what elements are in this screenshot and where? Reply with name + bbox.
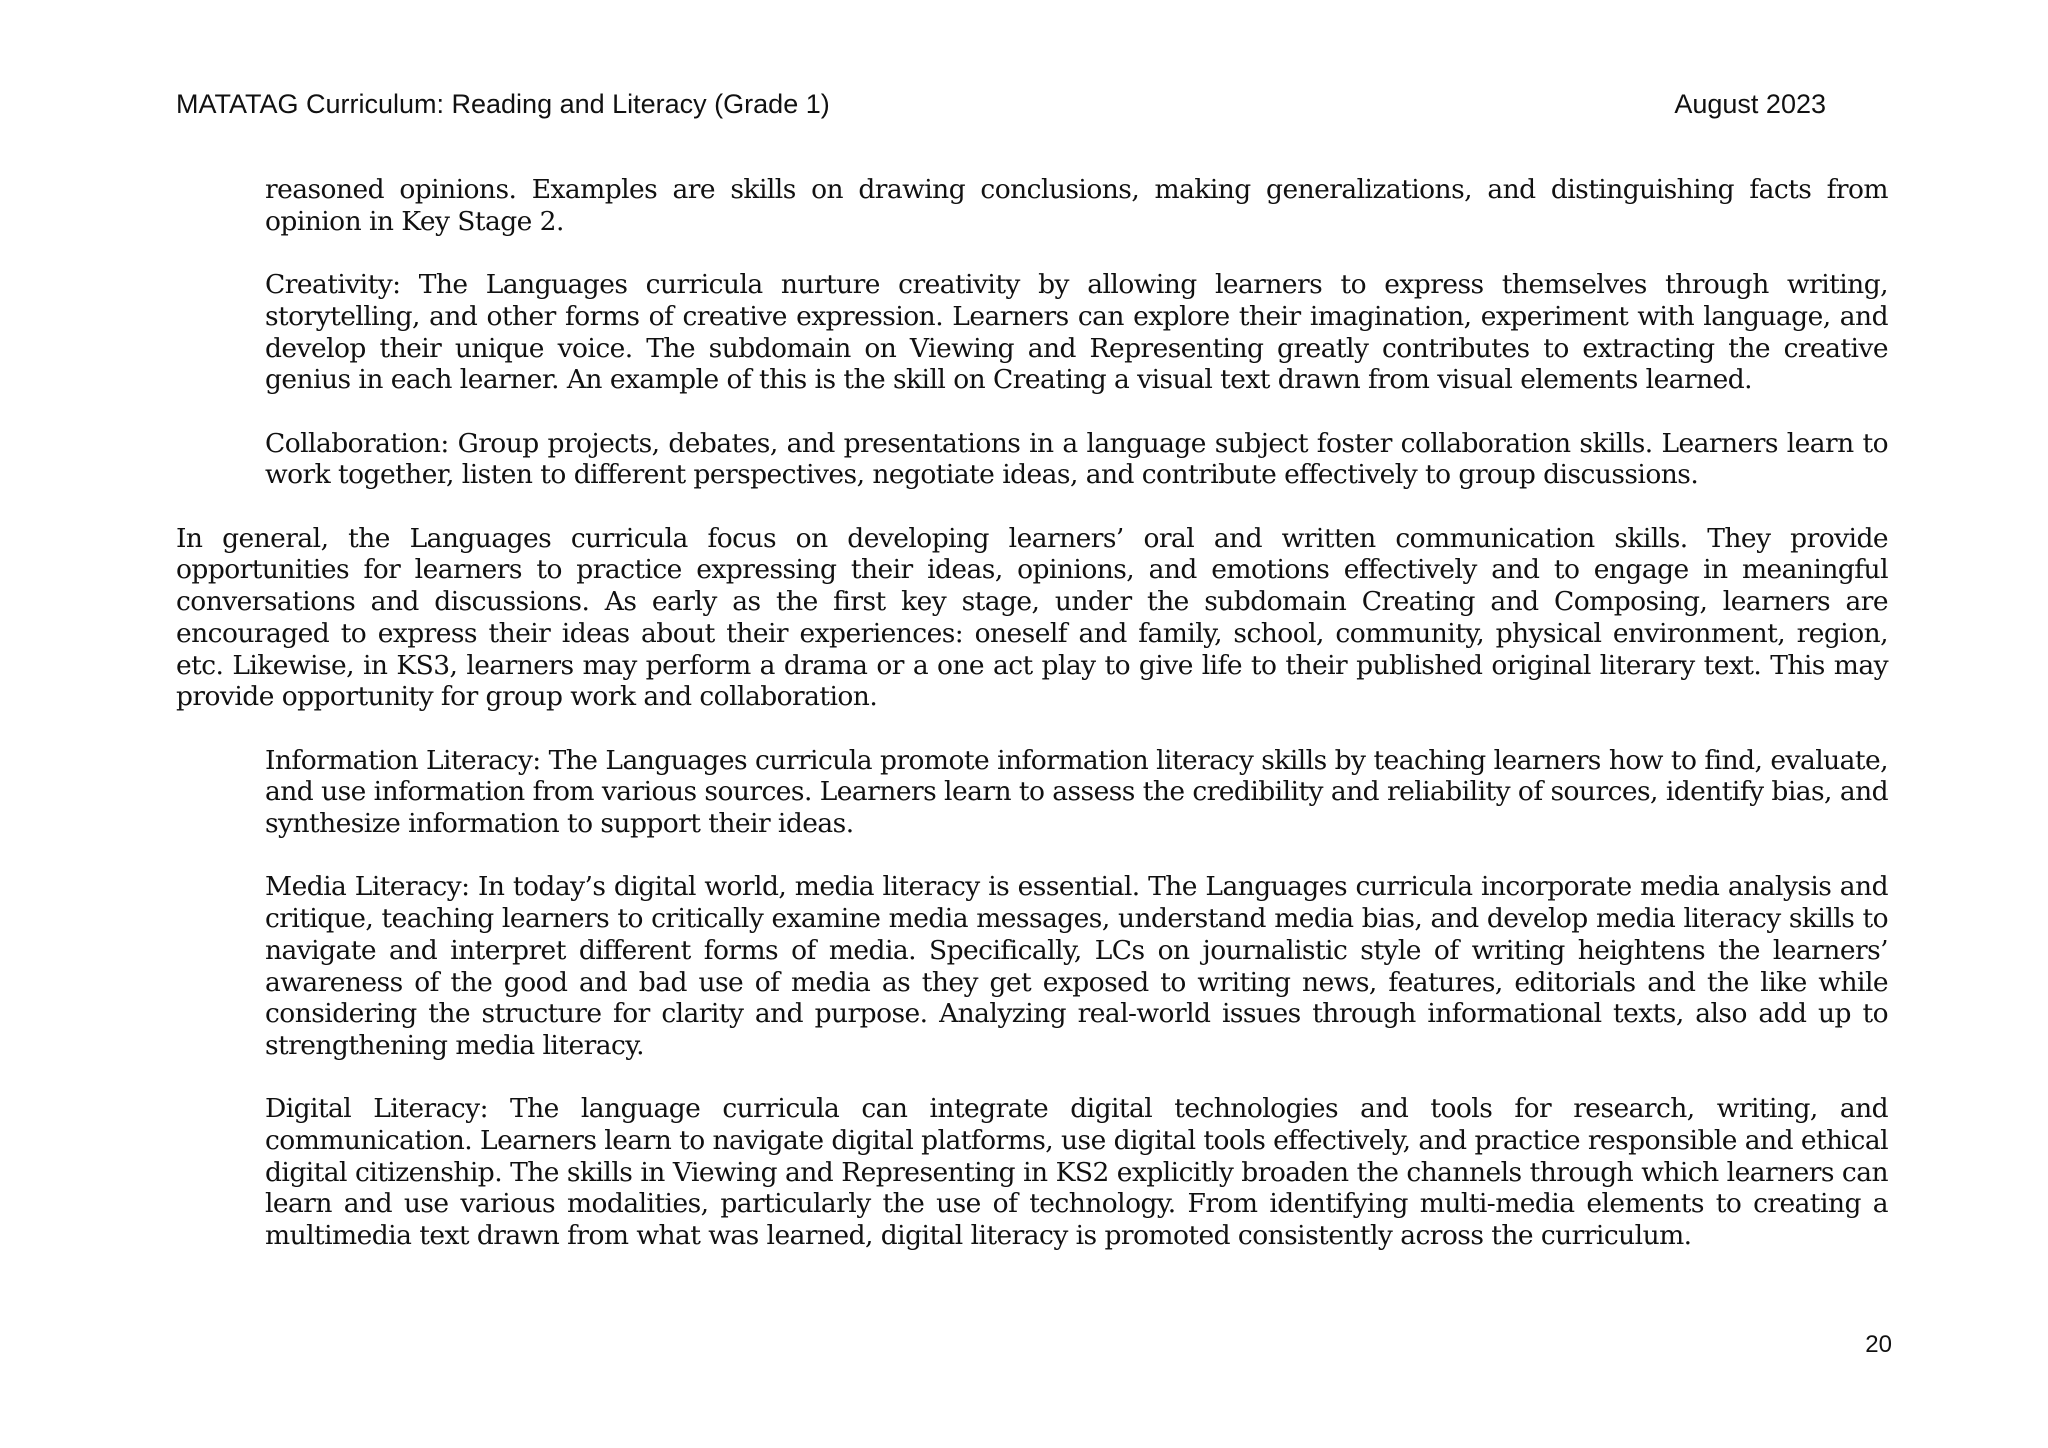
paragraph-media-literacy: Media Literacy: In today’s digital world, media literacy is essential. The Languages curricula incorporate media analysis and critique, teaching learners to critically examine media messages, understand media bias, and develop media literacy skills to navigate and interpret different forms of media. Specifically, LCs on journalistic style of writing heightens the learners’ awareness of the good and bad use of media as they get exposed to writing news, features, editorials and the like while considering the structure for clarity and purpose. Analyzing real-world issues through informational texts, also add up to strengthening media literacy.: [265, 871, 1888, 1061]
document-date: August 2023: [1674, 89, 1826, 119]
paragraph-communication-general: In general, the Languages curricula focus on developing learners’ oral and written communication skills. They provide opportunities for learners to practice expressing their ideas, opinions, and emotions effectively and to engage in meaningful conversations and discussions. As early as the first key stage, under the subdomain Creating and Composing, learners are encouraged to express their ideas about their experiences: oneself and family, school, community, physical environment, region, etc. Likewise, in KS3, learners may perform a drama or a one act play to give life to their published original literary text. This may provide opportunity for group work and collaboration.: [176, 522, 1888, 713]
paragraph-creativity: Creativity: The Languages curricula nurture creativity by allowing learners to express themselves through writing, storytelling, and other forms of creative expression. Learners can explore their imagination, experiment with language, and develop their unique voice. The subdomain on Viewing and Representing greatly contributes to extracting the creative genius in each learner. An example of this is the skill on Creating a visual text drawn from visual elements learned.: [265, 269, 1888, 396]
paragraph-collaboration: Collaboration: Group projects, debates, and presentations in a language subject foster collaboration skills. Learners learn to work together, listen to different perspectives, negotiate ideas, and contribute effectively to group discussions.: [265, 427, 1888, 491]
page-header: [176, 86, 1826, 122]
page-number: 20: [1865, 1331, 1892, 1358]
document-title: MATATAG Curriculum: Reading and Literacy (Grade 1): [176, 89, 830, 119]
paragraph-information-literacy: Information Literacy: The Languages curricula promote information literacy skills by teaching learners how to find, evaluate, and use information from various sources. Learners learn to assess the credibility and reliability of sources, identify bias, and synthesize information to support their ideas.: [265, 744, 1888, 839]
page-body: [176, 174, 1888, 1252]
paragraph-digital-literacy: Digital Literacy: The language curricula can integrate digital technologies and tools for research, writing, and communication. Learners learn to navigate digital platforms, use digital tools effectively, and practice responsible and ethical digital citizenship. The skills in Viewing and Representing in KS2 explicitly broaden the channels through which learners can learn and use various modalities, particularly the use of technology. From identifying multi-media elements to creating a multimedia text drawn from what was learned, digital literacy is promoted consistently across the curriculum.: [265, 1093, 1889, 1252]
paragraph-critical-thinking-continuation: reasoned opinions. Examples are skills on drawing conclusions, making generalizations, and distinguishing facts from opinion in Key Stage 2.: [265, 174, 1888, 237]
